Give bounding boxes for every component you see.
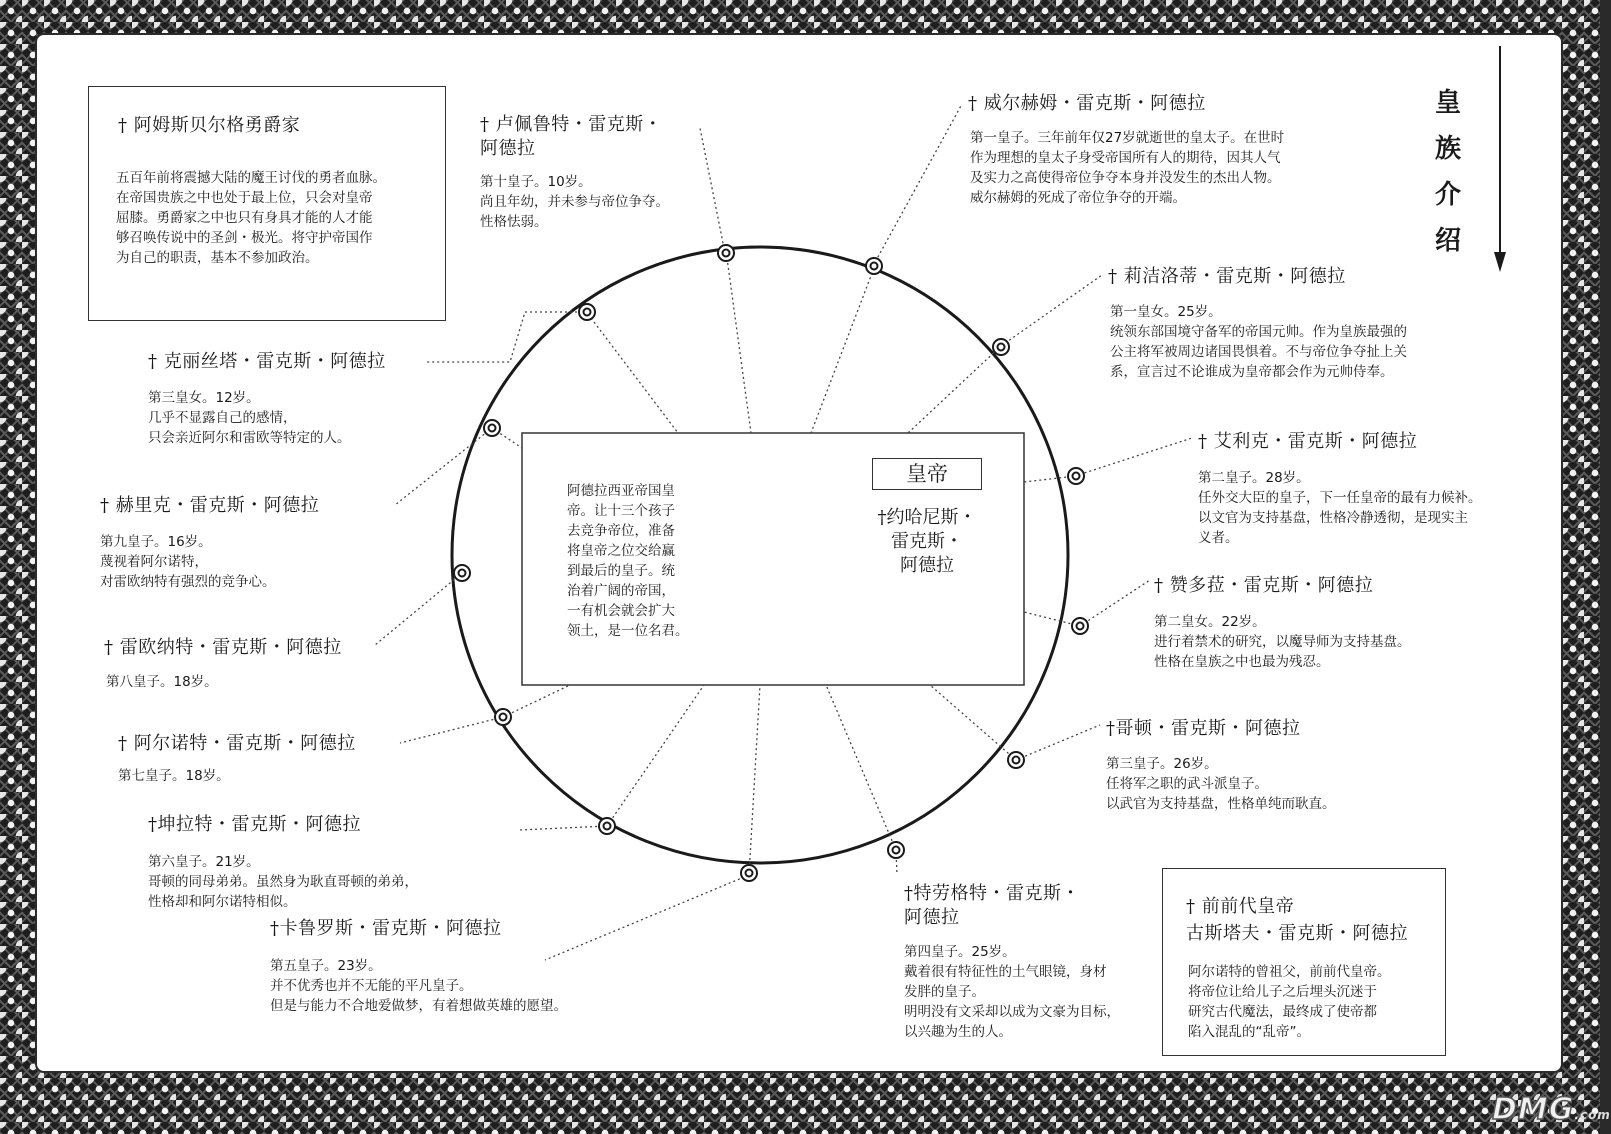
node-gordon <box>1008 752 1024 768</box>
connector-carlos <box>545 875 749 960</box>
member-desc-traugott: 第四皇子。25岁。 戴着很有特征性的土气眼镜，身材 发胖的皇子。 明明没有文采却以成为文豪为目标， 以兴趣为生的人。 <box>904 944 1120 1040</box>
node-christa <box>579 304 595 320</box>
member-name-leonard: † 雷欧纳特・雷克斯・阿德拉 <box>104 637 342 658</box>
member-name-zandra: † 赞多菈・雷克斯・阿德拉 <box>1154 575 1374 596</box>
node-traugott <box>888 842 904 858</box>
node-leonard <box>454 565 470 581</box>
member-name-traugott: †特劳格特・雷克斯・ 阿德拉 <box>904 883 1080 928</box>
connector-eric <box>1075 438 1192 476</box>
node-wilhelm <box>866 258 882 274</box>
connector-leonard <box>375 573 462 645</box>
predecessor-desc: 阿尔诺特的曾祖父，前前代皇帝。 将帝位让给儿子之后埋头沉迷于 研究古代魔法，最终成了使帝都 陷入混乱的“乱帝”。 <box>1188 964 1391 1040</box>
member-desc-konrad: 第六皇子。21岁。 哥顿的同母弟弟。虽然身为耿直哥顿的弟弟， 性格却和阿尔诺特相似。 <box>148 854 418 910</box>
title-char: 绍 <box>1434 226 1461 256</box>
member-name-liselotte: † 莉洁洛蒂・雷克斯・阿德拉 <box>1108 266 1346 287</box>
connector-zandra <box>1080 580 1150 626</box>
member-desc-wilhelm: 第一皇子。三年前年仅27岁就逝世的皇太子。在世时 作为理想的皇太子身受帝国所有人的期待，因其人气 及实力之高使得帝位争夺本身并没发生的杰出人物。 威尔赫姆的死成了帝位争夺的开端。 <box>970 130 1285 206</box>
member-name-christa: † 克丽丝塔・雷克斯・阿德拉 <box>148 351 386 372</box>
member-name-heinrich: † 赫里克・雷克斯・阿德拉 <box>100 495 320 516</box>
member-desc-liselotte: 第一皇女。25岁。 统领东部国境守备军的帝国元帅。作为皇族最强的 公主将军被周边诸国畏惧着。不与帝位争夺扯上关 系，宣言过不论谁成为皇帝都会作为元帅侍奉。 <box>1110 304 1407 380</box>
node-zandra <box>1072 618 1088 634</box>
connector-lupert <box>700 128 725 253</box>
member-name-eric: † 艾利克・雷克斯・阿德拉 <box>1198 431 1418 452</box>
member-desc-zandra: 第二皇女。22岁。 进行着禁术的研究，以魔导师为支持基盘。 性格在皇族之中也最为残忍。 <box>1154 614 1411 670</box>
member-name-lupert: † 卢佩鲁特・雷克斯・ 阿德拉 <box>480 114 663 159</box>
member-name-gordon: †哥顿・雷克斯・阿德拉 <box>1106 718 1301 739</box>
connector-heinrich <box>395 428 492 505</box>
title-char: 皇 <box>1434 88 1461 118</box>
emperor-desc: 阿德拉西亚帝国皇 帝。让十三个孩子 去竞争帝位，准备 将皇帝之位交给赢 到最后的皇子。统 治着广阔的帝国， 一有机会就会扩大 领土，是一位名君。 <box>567 483 689 639</box>
member-desc-heinrich: 第九皇子。16岁。 蔑视着阿尔诺特， 对雷欧纳特有强烈的竞争心。 <box>100 534 276 590</box>
member-desc-carlos: 第五皇子。23岁。 并不优秀也并不无能的平凡皇子。 但是与能力不合地爱做梦，有着想做英雄的愿望。 <box>270 958 567 1014</box>
node-carlos <box>741 865 757 881</box>
node-liselotte <box>993 339 1009 355</box>
member-name-arnold: † 阿尔诺特・雷克斯・阿德拉 <box>118 733 356 754</box>
predecessor-name: 古斯塔夫・雷克斯・阿德拉 <box>1186 923 1408 944</box>
connector-wilhelm <box>873 104 962 266</box>
member-desc-christa: 第三皇女。12岁。 几乎不显露自己的感情， 只会亲近阿尔和雷欧等特定的人。 <box>148 390 351 446</box>
member-name-wilhelm: † 威尔赫姆・雷克斯・阿德拉 <box>968 93 1206 114</box>
site-watermark <box>1492 1092 1611 1127</box>
connector-liselotte <box>1001 275 1102 346</box>
page-title <box>1428 80 1468 264</box>
member-desc-lupert: 第十皇子。10岁。 尚且年幼，并未参与帝位争夺。 性格怯弱。 <box>480 174 669 230</box>
connector-gordon <box>1016 725 1100 760</box>
node-heinrich <box>484 420 500 436</box>
amusberg-desc: 五百年前将震撼大陆的魔王讨伐的勇者血脉。 在帝国贵族之中也处于最上位，只会对皇帝 屈膝。勇爵家之中也只有身具才能的人才能 够召唤传说中的圣剑・极光。将守护帝国作 为自己的职责，基本不参加政治。 <box>116 170 386 266</box>
emperor-name: †约哈尼斯・ 雷克斯・ 阿德拉 <box>877 507 977 576</box>
amusberg-name: † 阿姆斯贝尔格勇爵家 <box>118 115 301 136</box>
watermark-suffix: .com <box>1574 1108 1611 1122</box>
emperor-label: 皇帝 <box>872 458 982 490</box>
member-desc-arnold: 第七皇子。18岁。 <box>118 768 230 784</box>
watermark-text: DMG <box>1492 1092 1575 1127</box>
title-char: 族 <box>1434 134 1461 164</box>
node-lupert <box>718 245 734 261</box>
node-eric <box>1068 468 1084 484</box>
node-arnold <box>495 709 511 725</box>
member-desc-leonard: 第八皇子。18岁。 <box>106 674 218 690</box>
member-name-konrad: †坤拉特・雷克斯・阿德拉 <box>148 814 361 835</box>
predecessor-label: † 前前代皇帝 <box>1186 896 1295 917</box>
member-name-carlos: †卡鲁罗斯・雷克斯・阿德拉 <box>270 918 502 939</box>
connector-arnold <box>400 717 503 743</box>
member-desc-gordon: 第三皇子。26岁。 任将军之职的武斗派皇子。 以武官为支持基盘，性格单纯而耿直。 <box>1106 756 1336 812</box>
connector-konrad <box>520 826 607 830</box>
title-char: 介 <box>1434 180 1461 210</box>
member-desc-eric: 第二皇子。28岁。 任外交大臣的皇子，下一任皇帝的最有力候补。 以文官为支持基盘，性格冷静透彻，是现实主 义者。 <box>1198 470 1482 546</box>
node-konrad <box>599 818 615 834</box>
